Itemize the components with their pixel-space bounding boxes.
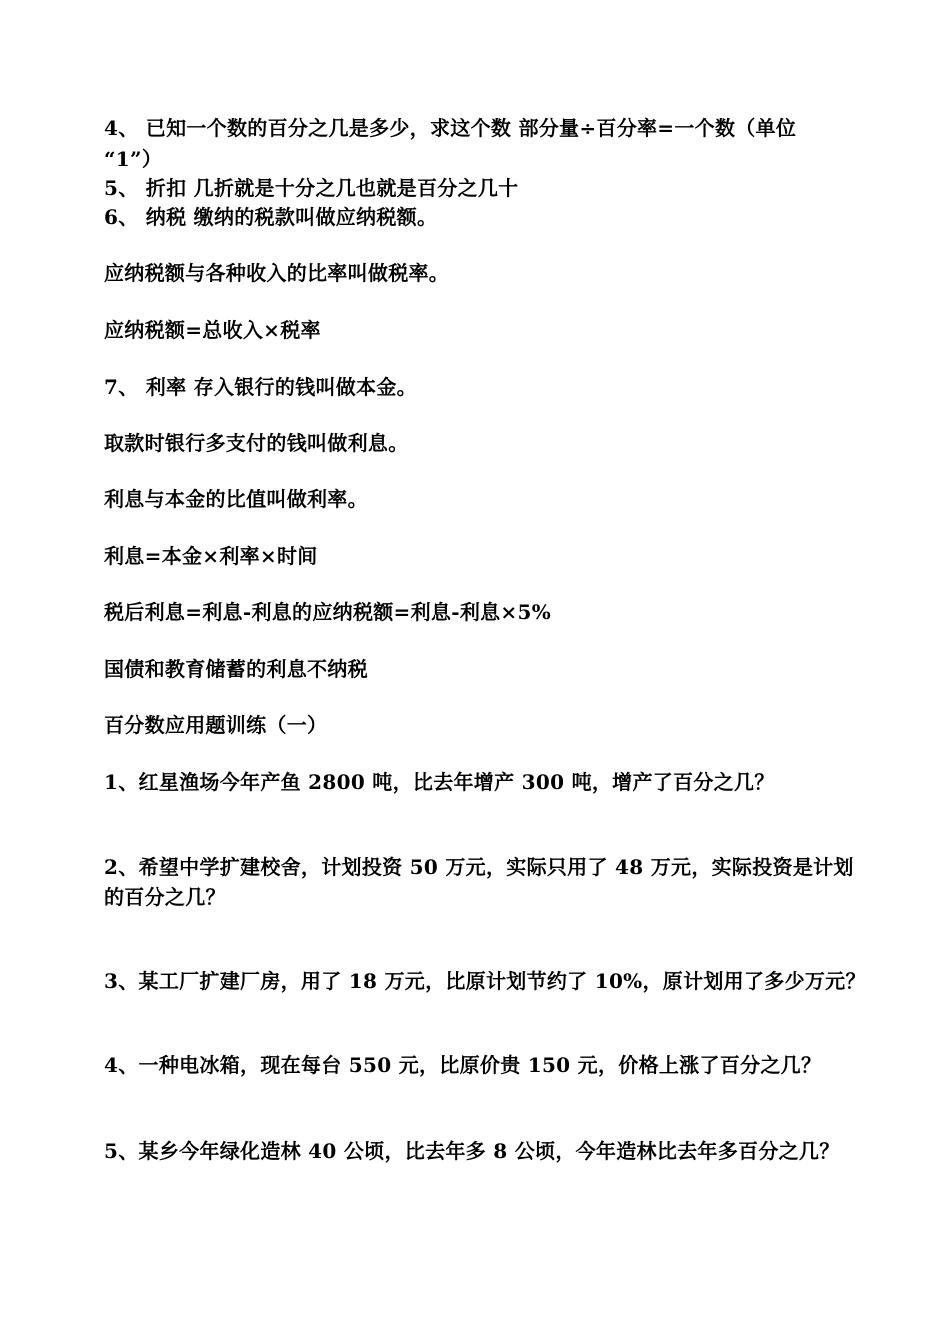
text-line-tax-exempt: 国债和教育储蓄的利息不纳税 [104,657,368,681]
text-line-tax-formula: 应纳税额=总收入×税率 [104,318,321,342]
text-line-item4: 4、 已知一个数的百分之几是多少，求这个数 部分量÷百分率=一个数（单位 [104,116,797,140]
question-1: 1、红星渔场今年产鱼 2800 吨，比去年增产 300 吨，增产了百分之几？ [104,770,775,794]
question-2-cont: 的百分之几？ [104,885,226,909]
text-line-interest-formula: 利息=本金×利率×时间 [104,544,318,568]
question-2: 2、希望中学扩建校舍，计划投资 50 万元，实际只用了 48 万元，实际投资是计划 [104,855,854,879]
text-line-item4-cont: “1”） [104,147,163,171]
text-line-item7: 7、 利率 存入银行的钱叫做本金。 [104,375,417,399]
text-line-item5: 5、 折扣 几折就是十分之几也就是百分之几十 [104,176,519,200]
section-title: 百分数应用题训练（一） [104,713,328,737]
question-4: 4、一种电冰箱，现在每台 550 元，比原价贵 150 元，价格上涨了百分之几？ [104,1053,822,1077]
text-line-interest: 取款时银行多支付的钱叫做利息。 [104,431,409,455]
text-line-interest-rate: 利息与本金的比值叫做利率。 [104,487,368,511]
question-5: 5、某乡今年绿化造林 40 公顷，比去年多 8 公顷，今年造林比去年多百分之几？ [104,1139,840,1163]
text-line-item6: 6、 纳税 缴纳的税款叫做应纳税额。 [104,205,438,229]
text-line-after-tax-interest: 税后利息=利息-利息的应纳税额=利息-利息×5% [104,600,551,624]
text-line-tax-rate: 应纳税额与各种收入的比率叫做税率。 [104,261,450,285]
question-3: 3、某工厂扩建厂房，用了 18 万元，比原计划节约了 10%，原计划用了多少万元？ [104,969,866,993]
